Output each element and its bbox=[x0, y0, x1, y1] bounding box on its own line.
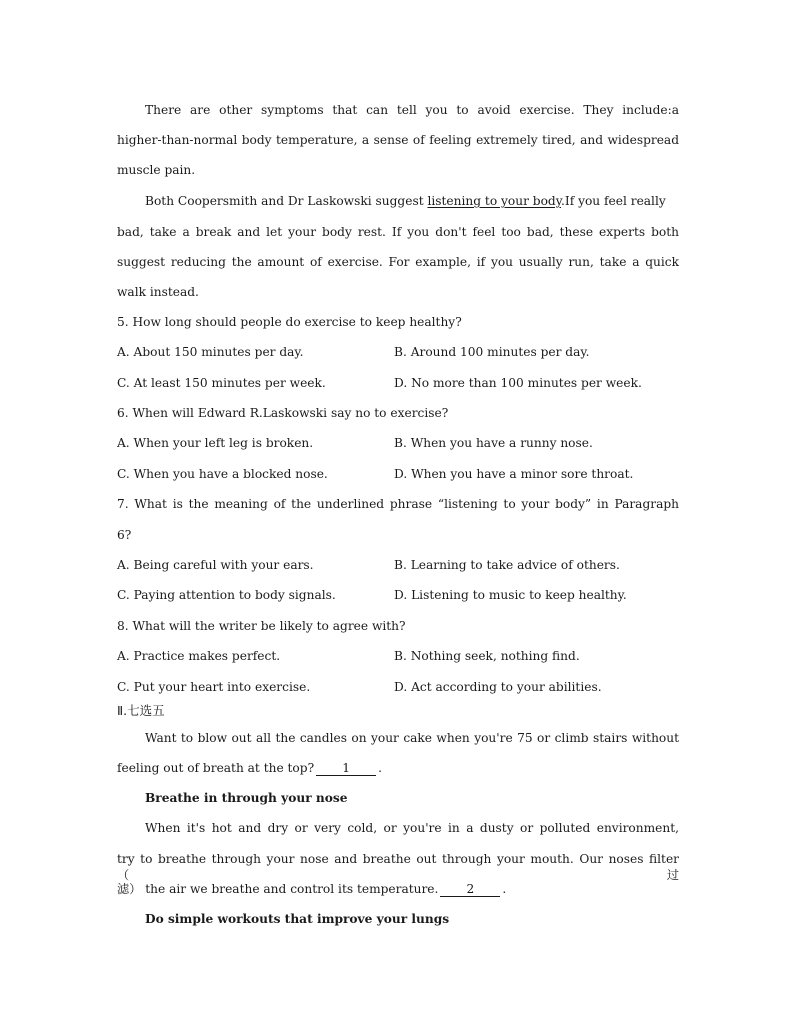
question-stem: 6? bbox=[117, 528, 132, 542]
question-stem: 7. What is the meaning of the underlined phrase “listening to your body” in Paragraph bbox=[117, 497, 679, 511]
passage-line: try to breathe through your nose and breathe out through your mouth. Our noses filter（过 bbox=[117, 852, 679, 882]
option-row bbox=[117, 466, 679, 482]
option-b: B. Around 100 minutes per day. bbox=[394, 345, 590, 359]
section-heading: Ⅱ.七选五 bbox=[117, 703, 165, 718]
passage-line: bad, take a break and let your body rest. If you don't feel too bad, these experts both bbox=[117, 225, 679, 239]
passage-line: suggest reducing the amount of exercise. For example, if you usually run, take a quick bbox=[117, 255, 679, 269]
option-c: C. At least 150 minutes per week. bbox=[117, 376, 326, 390]
passage-line: Want to blow out all the candles on your cake when you're 75 or climb stairs without bbox=[145, 731, 679, 745]
option-row bbox=[117, 344, 679, 360]
option-c: C. Paying attention to body signals. bbox=[117, 588, 336, 602]
subheading: Do simple workouts that improve your lungs bbox=[145, 912, 450, 926]
option-row bbox=[117, 679, 679, 695]
option-a: A. Being careful with your ears. bbox=[117, 558, 314, 572]
passage-line: muscle pain. bbox=[117, 163, 196, 177]
option-row bbox=[117, 375, 679, 391]
answer-blank-1: 1 bbox=[316, 761, 376, 776]
passage-line: When it's hot and dry or very cold, or you're in a dusty or polluted environment, bbox=[145, 821, 679, 835]
option-d: D. No more than 100 minutes per week. bbox=[394, 376, 642, 390]
passage-line bbox=[145, 193, 679, 209]
option-c: C. When you have a blocked nose. bbox=[117, 467, 328, 481]
passage-text: . bbox=[378, 761, 382, 775]
option-row bbox=[117, 557, 679, 573]
passage-line bbox=[117, 760, 679, 776]
option-d: D. Act according to your abilities. bbox=[394, 680, 602, 694]
passage-line: walk instead. bbox=[117, 285, 199, 299]
question-stem: 8. What will the writer be likely to agree with? bbox=[117, 619, 406, 633]
option-b: B. When you have a runny nose. bbox=[394, 436, 593, 450]
passage-text: 滤） the air we breathe and control its temperature. bbox=[117, 882, 439, 896]
passage-text: feeling out of breath at the top? bbox=[117, 761, 315, 775]
passage-text: Both Coopersmith and Dr Laskowski suggest bbox=[145, 194, 428, 208]
subheading: Breathe in through your nose bbox=[145, 791, 348, 805]
option-a: A. When your left leg is broken. bbox=[117, 436, 314, 450]
passage-text: .If you feel really bbox=[561, 194, 666, 208]
option-row bbox=[117, 435, 679, 451]
option-d: D. When you have a minor sore throat. bbox=[394, 467, 634, 481]
passage-line bbox=[117, 881, 679, 897]
option-d: D. Listening to music to keep healthy. bbox=[394, 588, 627, 602]
passage-line: There are other symptoms that can tell you to avoid exercise. They include:a bbox=[145, 103, 679, 117]
option-b: B. Nothing seek, nothing find. bbox=[394, 649, 580, 663]
passage-text: . bbox=[502, 882, 507, 896]
passage-line: higher-than-normal body temperature, a sense of feeling extremely tired, and widespread bbox=[117, 133, 679, 147]
question-stem: 6. When will Edward R.Laskowski say no to exercise? bbox=[117, 406, 449, 420]
underlined-phrase: listening to your body bbox=[427, 194, 562, 208]
option-b: B. Learning to take advice of others. bbox=[394, 558, 620, 572]
option-row bbox=[117, 648, 679, 664]
question-stem: 5. How long should people do exercise to keep healthy? bbox=[117, 315, 462, 329]
option-a: A. About 150 minutes per day. bbox=[117, 345, 304, 359]
option-a: A. Practice makes perfect. bbox=[117, 649, 281, 663]
option-row bbox=[117, 587, 679, 603]
option-c: C. Put your heart into exercise. bbox=[117, 680, 311, 694]
answer-blank-2: 2 bbox=[440, 882, 500, 897]
